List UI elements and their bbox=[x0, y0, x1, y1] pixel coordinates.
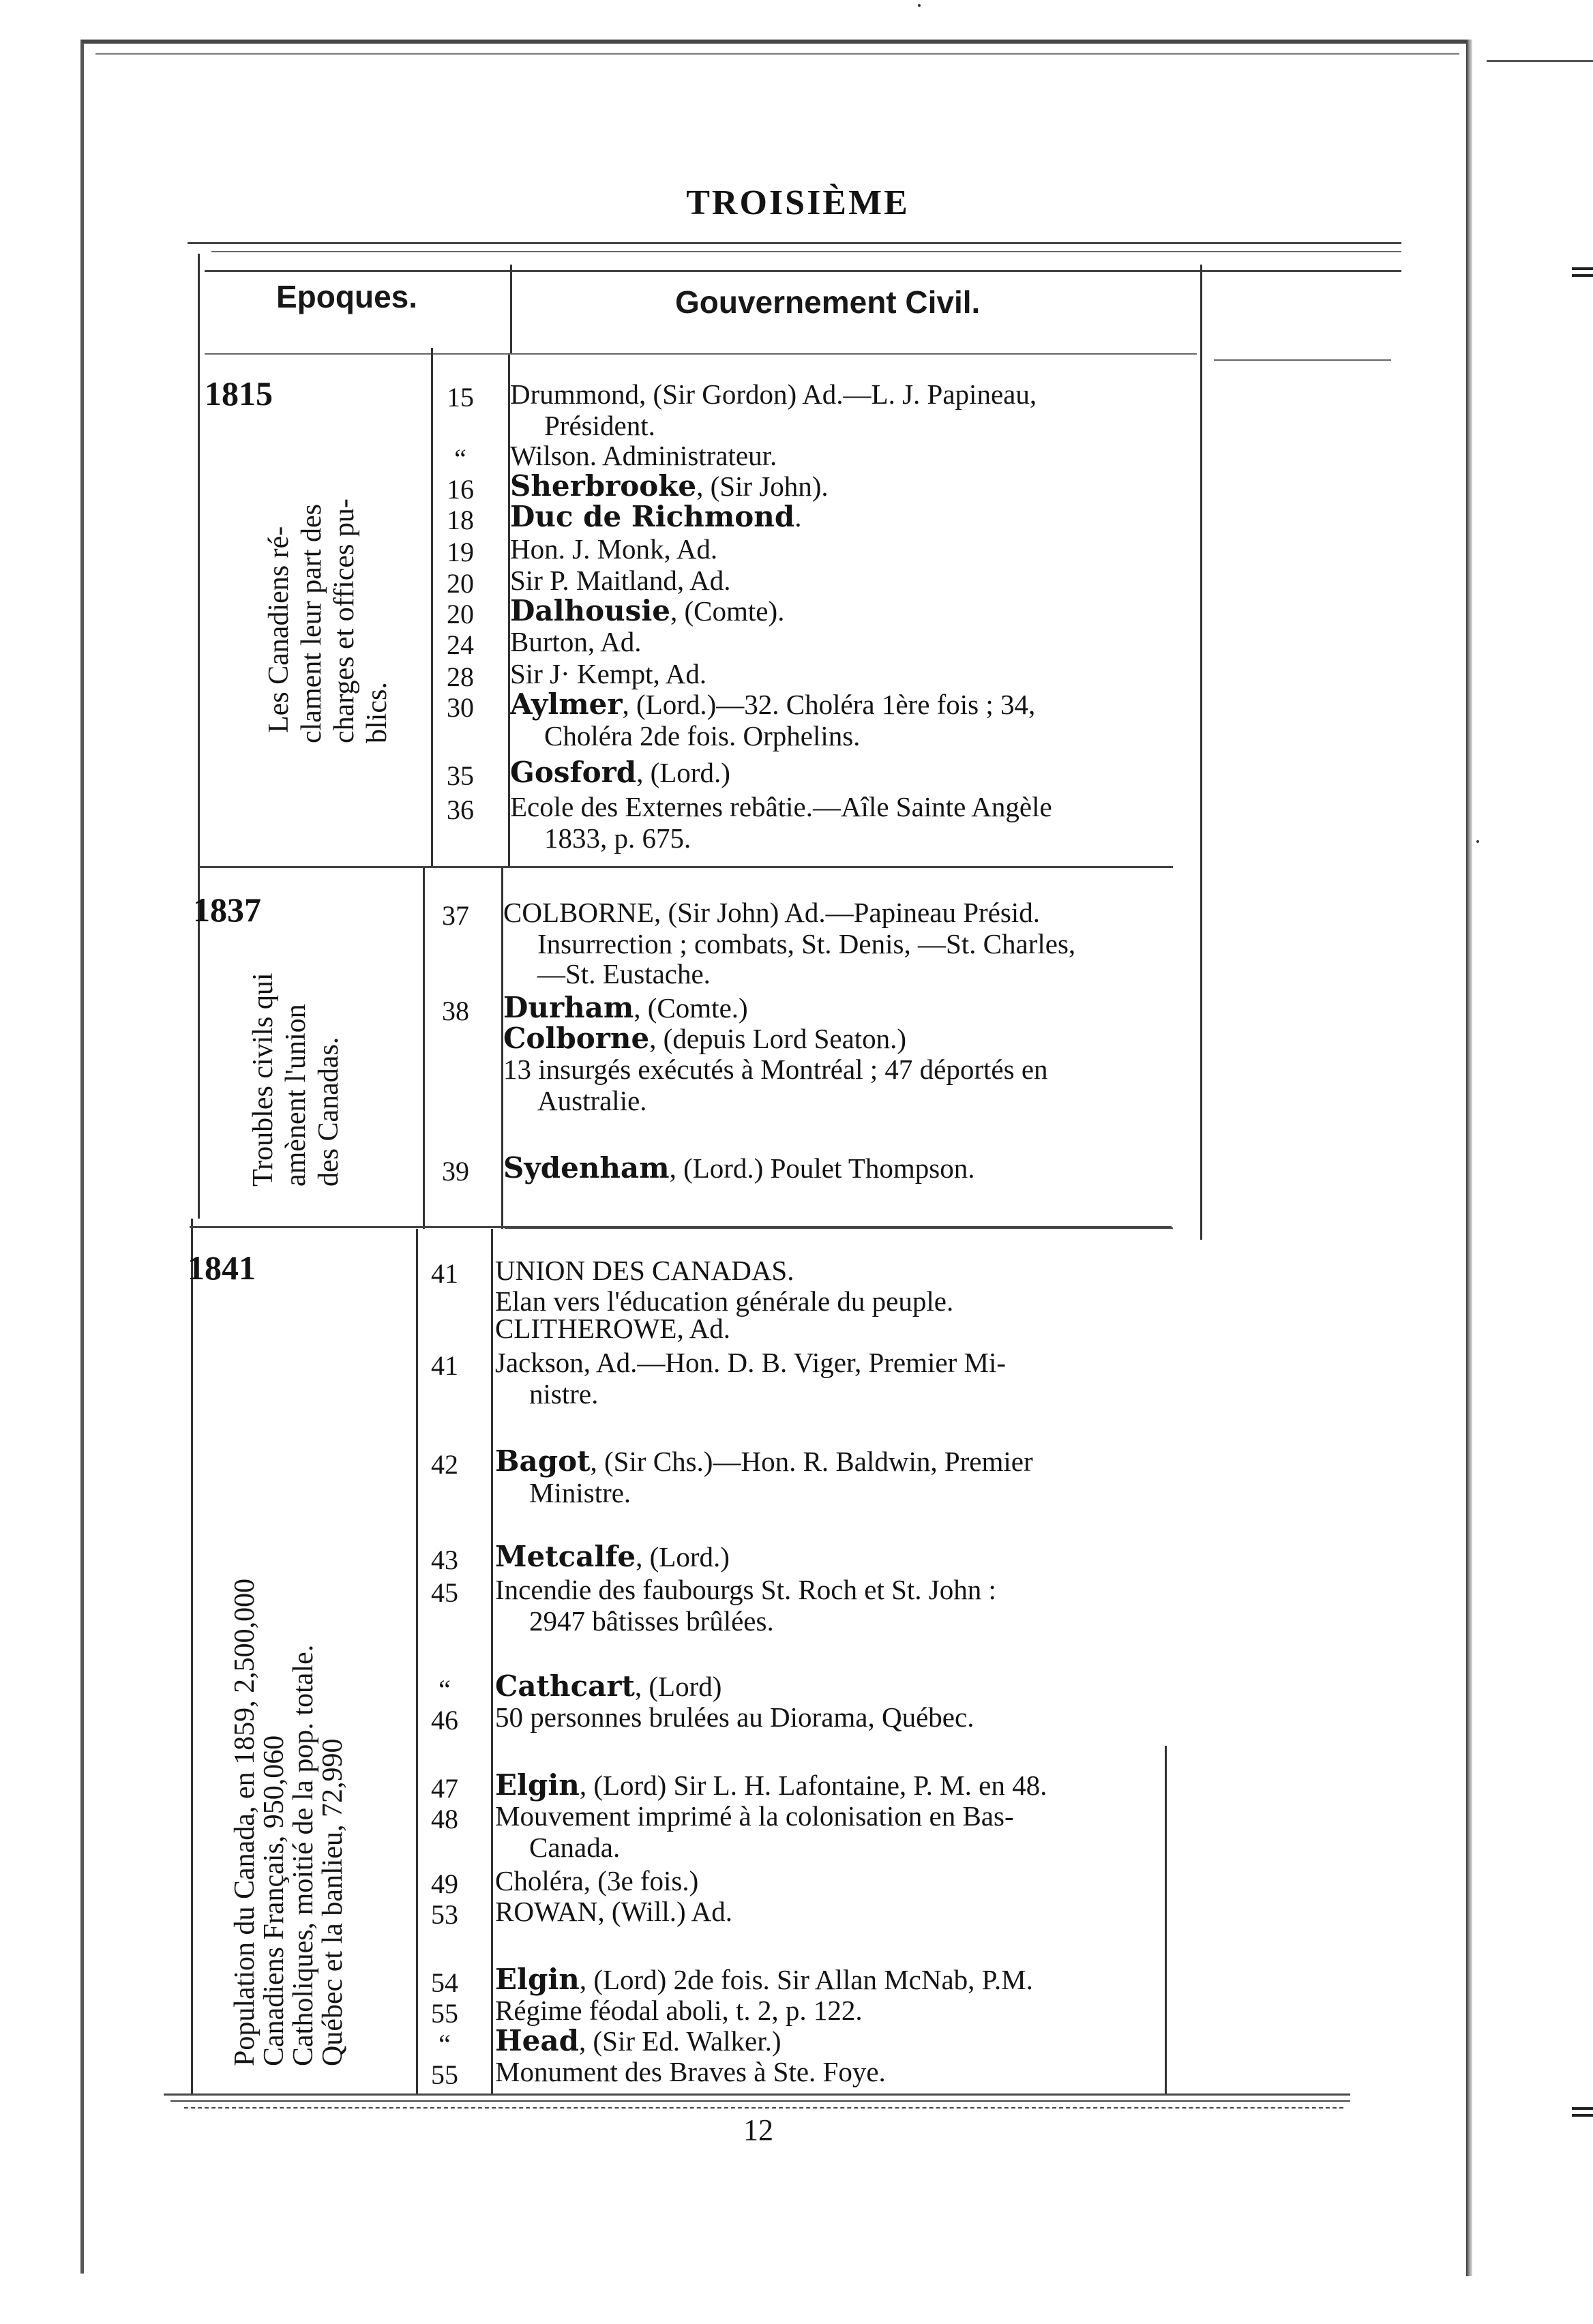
entry-row bbox=[495, 1995, 863, 2026]
entry-line bbox=[495, 2025, 781, 2057]
entry-row bbox=[503, 1023, 906, 1054]
entry-year-number: “ bbox=[454, 443, 466, 474]
entry-row bbox=[510, 757, 730, 788]
entry-line bbox=[510, 689, 1035, 720]
entry-year-number: 16 bbox=[447, 474, 474, 505]
entry-bold-name: Elgin bbox=[495, 1768, 580, 1802]
note-line: clament leur part des bbox=[296, 503, 327, 743]
entry-year-number: 24 bbox=[447, 629, 474, 660]
section-separator bbox=[199, 866, 1173, 868]
entry-line bbox=[495, 1964, 1033, 1995]
entry-text: , (Sir Ed. Walker.) bbox=[579, 2025, 781, 2057]
header-rule-right bbox=[1214, 359, 1391, 361]
entry-row bbox=[495, 2056, 886, 2087]
entry-row bbox=[495, 1964, 1033, 1995]
entry-text: . bbox=[794, 501, 802, 533]
entry-line bbox=[510, 791, 1052, 822]
entry-year-number: 41 bbox=[431, 1258, 458, 1289]
entry-row bbox=[503, 897, 1075, 959]
entry-continuation: 2947 bâtisses brûlées. bbox=[529, 1605, 774, 1637]
section-year: 1841 bbox=[188, 1249, 256, 1287]
entry-line bbox=[510, 658, 706, 689]
entry-year-number: 55 bbox=[431, 1998, 458, 2029]
entry-year-number: 49 bbox=[431, 1868, 458, 1899]
entry-text: , (depuis Lord Seaton.) bbox=[649, 1023, 907, 1054]
table-bottom-rule bbox=[170, 2100, 1350, 2102]
entry-row bbox=[495, 1541, 730, 1573]
entry-bold-name: Bagot bbox=[495, 1444, 591, 1478]
entry-row bbox=[495, 1671, 721, 1702]
entry-year-number: 47 bbox=[431, 1773, 458, 1804]
entry-year-number: 20 bbox=[447, 568, 474, 599]
entry-line bbox=[503, 1152, 975, 1184]
entry-year-number: 42 bbox=[431, 1449, 458, 1480]
entry-row bbox=[510, 471, 829, 502]
entry-text: CLITHEROWE, Ad. bbox=[495, 1313, 731, 1344]
note-line: Catholiques, moitié de la pop. totale. bbox=[288, 1644, 319, 2066]
entry-text: Régime féodal aboli, t. 2, p. 122. bbox=[495, 1995, 863, 2026]
entry-row bbox=[495, 1574, 996, 1637]
entry-continuation: Insurrection ; combats, St. Denis, —St. Charles, bbox=[537, 928, 1076, 959]
table-right-border bbox=[1165, 1746, 1167, 2094]
entry-text: Mouvement imprimé à la colonisation en Bas- bbox=[495, 1800, 1014, 1832]
note-line: blics. bbox=[361, 682, 393, 743]
note-line: Population du Canada, en 1859, 2,500,000 bbox=[229, 1578, 260, 2066]
speck bbox=[1476, 840, 1479, 843]
entry-year-number: 36 bbox=[447, 794, 474, 825]
entry-line bbox=[510, 595, 784, 627]
section-year: 1837 bbox=[193, 891, 261, 929]
header-rule-top bbox=[188, 242, 1401, 244]
entry-text: Monument des Braves à Ste. Foye. bbox=[495, 2056, 886, 2087]
entry-text: , (Sir John). bbox=[696, 471, 829, 502]
entry-text: Hon. J. Monk, Ad. bbox=[510, 533, 718, 565]
header-rule-third bbox=[205, 270, 1401, 272]
entry-bold-name: Durham bbox=[503, 991, 634, 1024]
note-line: Les Canadiens ré- bbox=[263, 526, 295, 733]
page-number: 12 bbox=[743, 2113, 773, 2147]
entry-text: Choléra, (3e fois.) bbox=[495, 1865, 699, 1896]
entry-row bbox=[495, 1770, 1047, 1801]
entry-row bbox=[495, 1865, 698, 1896]
entry-continuation: nistre. bbox=[529, 1378, 599, 1410]
entry-year-number: 43 bbox=[431, 1545, 458, 1575]
entry-text: , (Lord) Sir L. H. Lafontaine, P. M. en 48. bbox=[579, 1770, 1047, 1801]
next-page-rule bbox=[1487, 60, 1593, 62]
entry-row bbox=[510, 595, 784, 627]
entry-line bbox=[510, 501, 801, 533]
entry-line bbox=[503, 992, 748, 1024]
entry-year-number: 38 bbox=[442, 996, 469, 1026]
entry-year-number: 28 bbox=[447, 661, 474, 692]
entry-text: Sir P. Maitland, Ad. bbox=[510, 565, 731, 596]
entry-year-number: 41 bbox=[431, 1350, 458, 1381]
entry-bold-name: Dalhousie bbox=[510, 594, 670, 627]
entry-row bbox=[495, 1255, 794, 1286]
entry-bold-name: Metcalfe bbox=[495, 1540, 636, 1573]
entry-line bbox=[495, 1770, 1047, 1801]
entry-line bbox=[510, 533, 717, 565]
entry-line bbox=[495, 1701, 974, 1733]
entry-year-number: 39 bbox=[442, 1156, 469, 1187]
entry-row bbox=[495, 1701, 974, 1733]
entry-text: Wilson. Administrateur. bbox=[510, 440, 777, 471]
entry-continuation: —St. Eustache. bbox=[537, 958, 711, 989]
entry-bold-name: Head bbox=[495, 2024, 579, 2057]
note-line: des Canadas. bbox=[313, 1037, 344, 1187]
entry-year-number: “ bbox=[438, 2029, 451, 2059]
entry-bold-name: Cathcart bbox=[495, 1669, 635, 1703]
page-edge bbox=[1466, 40, 1472, 2276]
table-right-border bbox=[1200, 265, 1202, 1240]
column-header-gouvernement: Gouvernement Civil. bbox=[675, 284, 981, 320]
entry-row bbox=[495, 1347, 1006, 1410]
entry-row bbox=[503, 958, 711, 989]
entry-line bbox=[503, 1054, 1048, 1085]
entry-line bbox=[495, 1671, 721, 1702]
entry-year-number: 15 bbox=[447, 382, 474, 413]
entry-row bbox=[503, 992, 748, 1024]
header-rule-second bbox=[211, 251, 1401, 252]
margin-mark bbox=[1572, 274, 1593, 277]
entry-text: , (Lord.) bbox=[636, 757, 730, 788]
table-left-border bbox=[198, 254, 200, 1219]
entry-row bbox=[495, 1896, 732, 1927]
entry-line bbox=[495, 2056, 886, 2087]
frame-inner-rule bbox=[95, 53, 1459, 55]
entry-row bbox=[510, 565, 730, 596]
entry-text: Jackson, Ad.—Hon. D. B. Viger, Premier Mi- bbox=[495, 1347, 1007, 1378]
margin-mark bbox=[1572, 267, 1593, 270]
entry-row bbox=[495, 1446, 1033, 1508]
entry-year-number: 20 bbox=[447, 599, 474, 629]
entry-year-number: 48 bbox=[431, 1804, 458, 1834]
entry-line bbox=[495, 1865, 698, 1896]
entry-continuation: Australie. bbox=[537, 1085, 647, 1116]
entry-continuation: Canada. bbox=[529, 1832, 621, 1863]
entry-text: , (Lord) bbox=[634, 1671, 722, 1702]
entry-text: ROWAN, (Will.) Ad. bbox=[495, 1896, 732, 1927]
page-title: TROISIÈME bbox=[686, 183, 910, 222]
entry-bold-name: Elgin bbox=[495, 1963, 580, 1996]
entry-text: 50 personnes brulées au Diorama, Québec. bbox=[495, 1701, 974, 1733]
entry-year-number: 45 bbox=[431, 1577, 458, 1608]
entry-line bbox=[495, 1800, 1014, 1832]
entry-text: UNION DES CANADAS. bbox=[495, 1255, 794, 1286]
entry-row bbox=[503, 1152, 975, 1184]
entry-continuation: Président. bbox=[544, 410, 655, 441]
entry-year-number: 30 bbox=[447, 692, 474, 723]
entry-row bbox=[510, 689, 1035, 751]
number-column-line bbox=[423, 866, 425, 1229]
entry-year-number: 46 bbox=[431, 1705, 458, 1735]
entry-continuation: Choléra 2de fois. Orphelins. bbox=[544, 720, 861, 751]
entry-text: , (Lord.) bbox=[636, 1541, 730, 1573]
entry-bold-name: Duc de Richmond bbox=[510, 500, 795, 533]
entry-text: , (Comte.) bbox=[634, 992, 748, 1024]
entry-year-number: 53 bbox=[431, 1899, 458, 1930]
column-header-epoques: Epoques. bbox=[276, 279, 418, 314]
entry-text: , (Lord.)—32. Choléra 1ère fois ; 34, bbox=[622, 689, 1036, 720]
entry-column-line bbox=[491, 1229, 493, 2094]
entry-line bbox=[503, 897, 1040, 928]
margin-mark bbox=[1572, 2107, 1593, 2110]
entry-text: , (Sir Chs.)—Hon. R. Baldwin, Premier bbox=[590, 1446, 1033, 1477]
header-divider bbox=[510, 265, 512, 353]
entry-line bbox=[495, 1574, 996, 1605]
entry-row bbox=[510, 658, 706, 689]
entry-text: , (Comte). bbox=[670, 595, 785, 627]
entry-year-number: “ bbox=[438, 1674, 451, 1705]
note-line: Troubles civils qui bbox=[248, 972, 279, 1187]
entry-year-number: 18 bbox=[447, 505, 474, 535]
entry-text: Sir J· Kempt, Ad. bbox=[510, 658, 707, 689]
entry-line bbox=[495, 1347, 1006, 1378]
entry-line bbox=[510, 471, 829, 502]
note-line: Québec et la banlieu, 72,990 bbox=[317, 1738, 348, 2066]
header-rule-bottom bbox=[205, 353, 1197, 355]
note-line: amènent l'union bbox=[280, 1004, 312, 1187]
note-line: charges et offices pu- bbox=[329, 498, 360, 743]
entry-row bbox=[495, 1313, 730, 1344]
entry-bold-name: Aylmer bbox=[510, 687, 623, 721]
entry-bold-name: Gosford bbox=[510, 756, 637, 789]
note-line: Canadiens Français, 950,060 bbox=[258, 1735, 290, 2066]
entry-text: Incendie des faubourgs St. Roch et St. John : bbox=[495, 1574, 996, 1605]
entry-line bbox=[495, 1995, 863, 2026]
entry-continuation: 1833, p. 675. bbox=[544, 822, 691, 854]
entry-text: Drummond, (Sir Gordon) Ad.—L. J. Papineau, bbox=[510, 378, 1037, 410]
entry-text: COLBORNE, (Sir John) Ad.—Papineau Présid. bbox=[503, 897, 1040, 928]
table-bottom-rule bbox=[164, 2094, 1350, 2096]
entry-line bbox=[495, 1896, 732, 1927]
entry-row bbox=[510, 533, 717, 565]
entry-line bbox=[495, 1541, 730, 1573]
entry-text: , (Lord.) Poulet Thompson. bbox=[669, 1152, 975, 1184]
entry-bold-name: Colborne bbox=[503, 1022, 650, 1055]
table-bottom-rule bbox=[184, 2107, 1343, 2109]
entry-row bbox=[510, 501, 801, 533]
section-separator bbox=[505, 1227, 1173, 1229]
section-year: 1815 bbox=[205, 374, 273, 413]
entry-text: Elan vers l'éducation générale du peuple. bbox=[495, 1285, 954, 1317]
entry-row bbox=[503, 1054, 1048, 1116]
entry-year-number: 37 bbox=[442, 900, 469, 931]
entry-line bbox=[495, 1313, 730, 1344]
entry-row bbox=[510, 791, 1052, 854]
entry-bold-name: Sherbrooke bbox=[510, 469, 697, 503]
speck bbox=[918, 4, 921, 7]
entry-line bbox=[495, 1255, 794, 1286]
entry-line bbox=[503, 1023, 906, 1054]
entry-row bbox=[510, 440, 777, 471]
entry-text: Ecole des Externes rebâtie.—Aîle Sainte Angèle bbox=[510, 791, 1052, 822]
entry-line bbox=[510, 757, 730, 788]
entry-text: Burton, Ad. bbox=[510, 626, 642, 657]
entry-year-number: 35 bbox=[447, 760, 474, 791]
entry-line bbox=[510, 440, 777, 471]
entry-line bbox=[510, 378, 1037, 410]
entry-line bbox=[495, 1446, 1033, 1477]
entry-line bbox=[510, 565, 730, 596]
entry-row bbox=[510, 626, 642, 657]
entry-row bbox=[510, 378, 1037, 441]
entry-year-number: 54 bbox=[431, 1967, 458, 1998]
entry-year-number: 19 bbox=[447, 537, 474, 567]
entry-text: , (Lord) 2de fois. Sir Allan McNab, P.M. bbox=[579, 1964, 1033, 1995]
entry-bold-name: Sydenham bbox=[503, 1151, 670, 1185]
entry-text: 13 insurgés exécutés à Montréal ; 47 déportés en bbox=[503, 1054, 1048, 1085]
entry-row bbox=[495, 2025, 781, 2057]
entry-continuation: Ministre. bbox=[529, 1477, 631, 1508]
entry-year-number: 55 bbox=[431, 2059, 458, 2090]
table-left-border bbox=[191, 1219, 193, 2094]
margin-mark bbox=[1572, 2114, 1593, 2117]
entry-line bbox=[510, 626, 642, 657]
entry-row bbox=[495, 1800, 1014, 1863]
